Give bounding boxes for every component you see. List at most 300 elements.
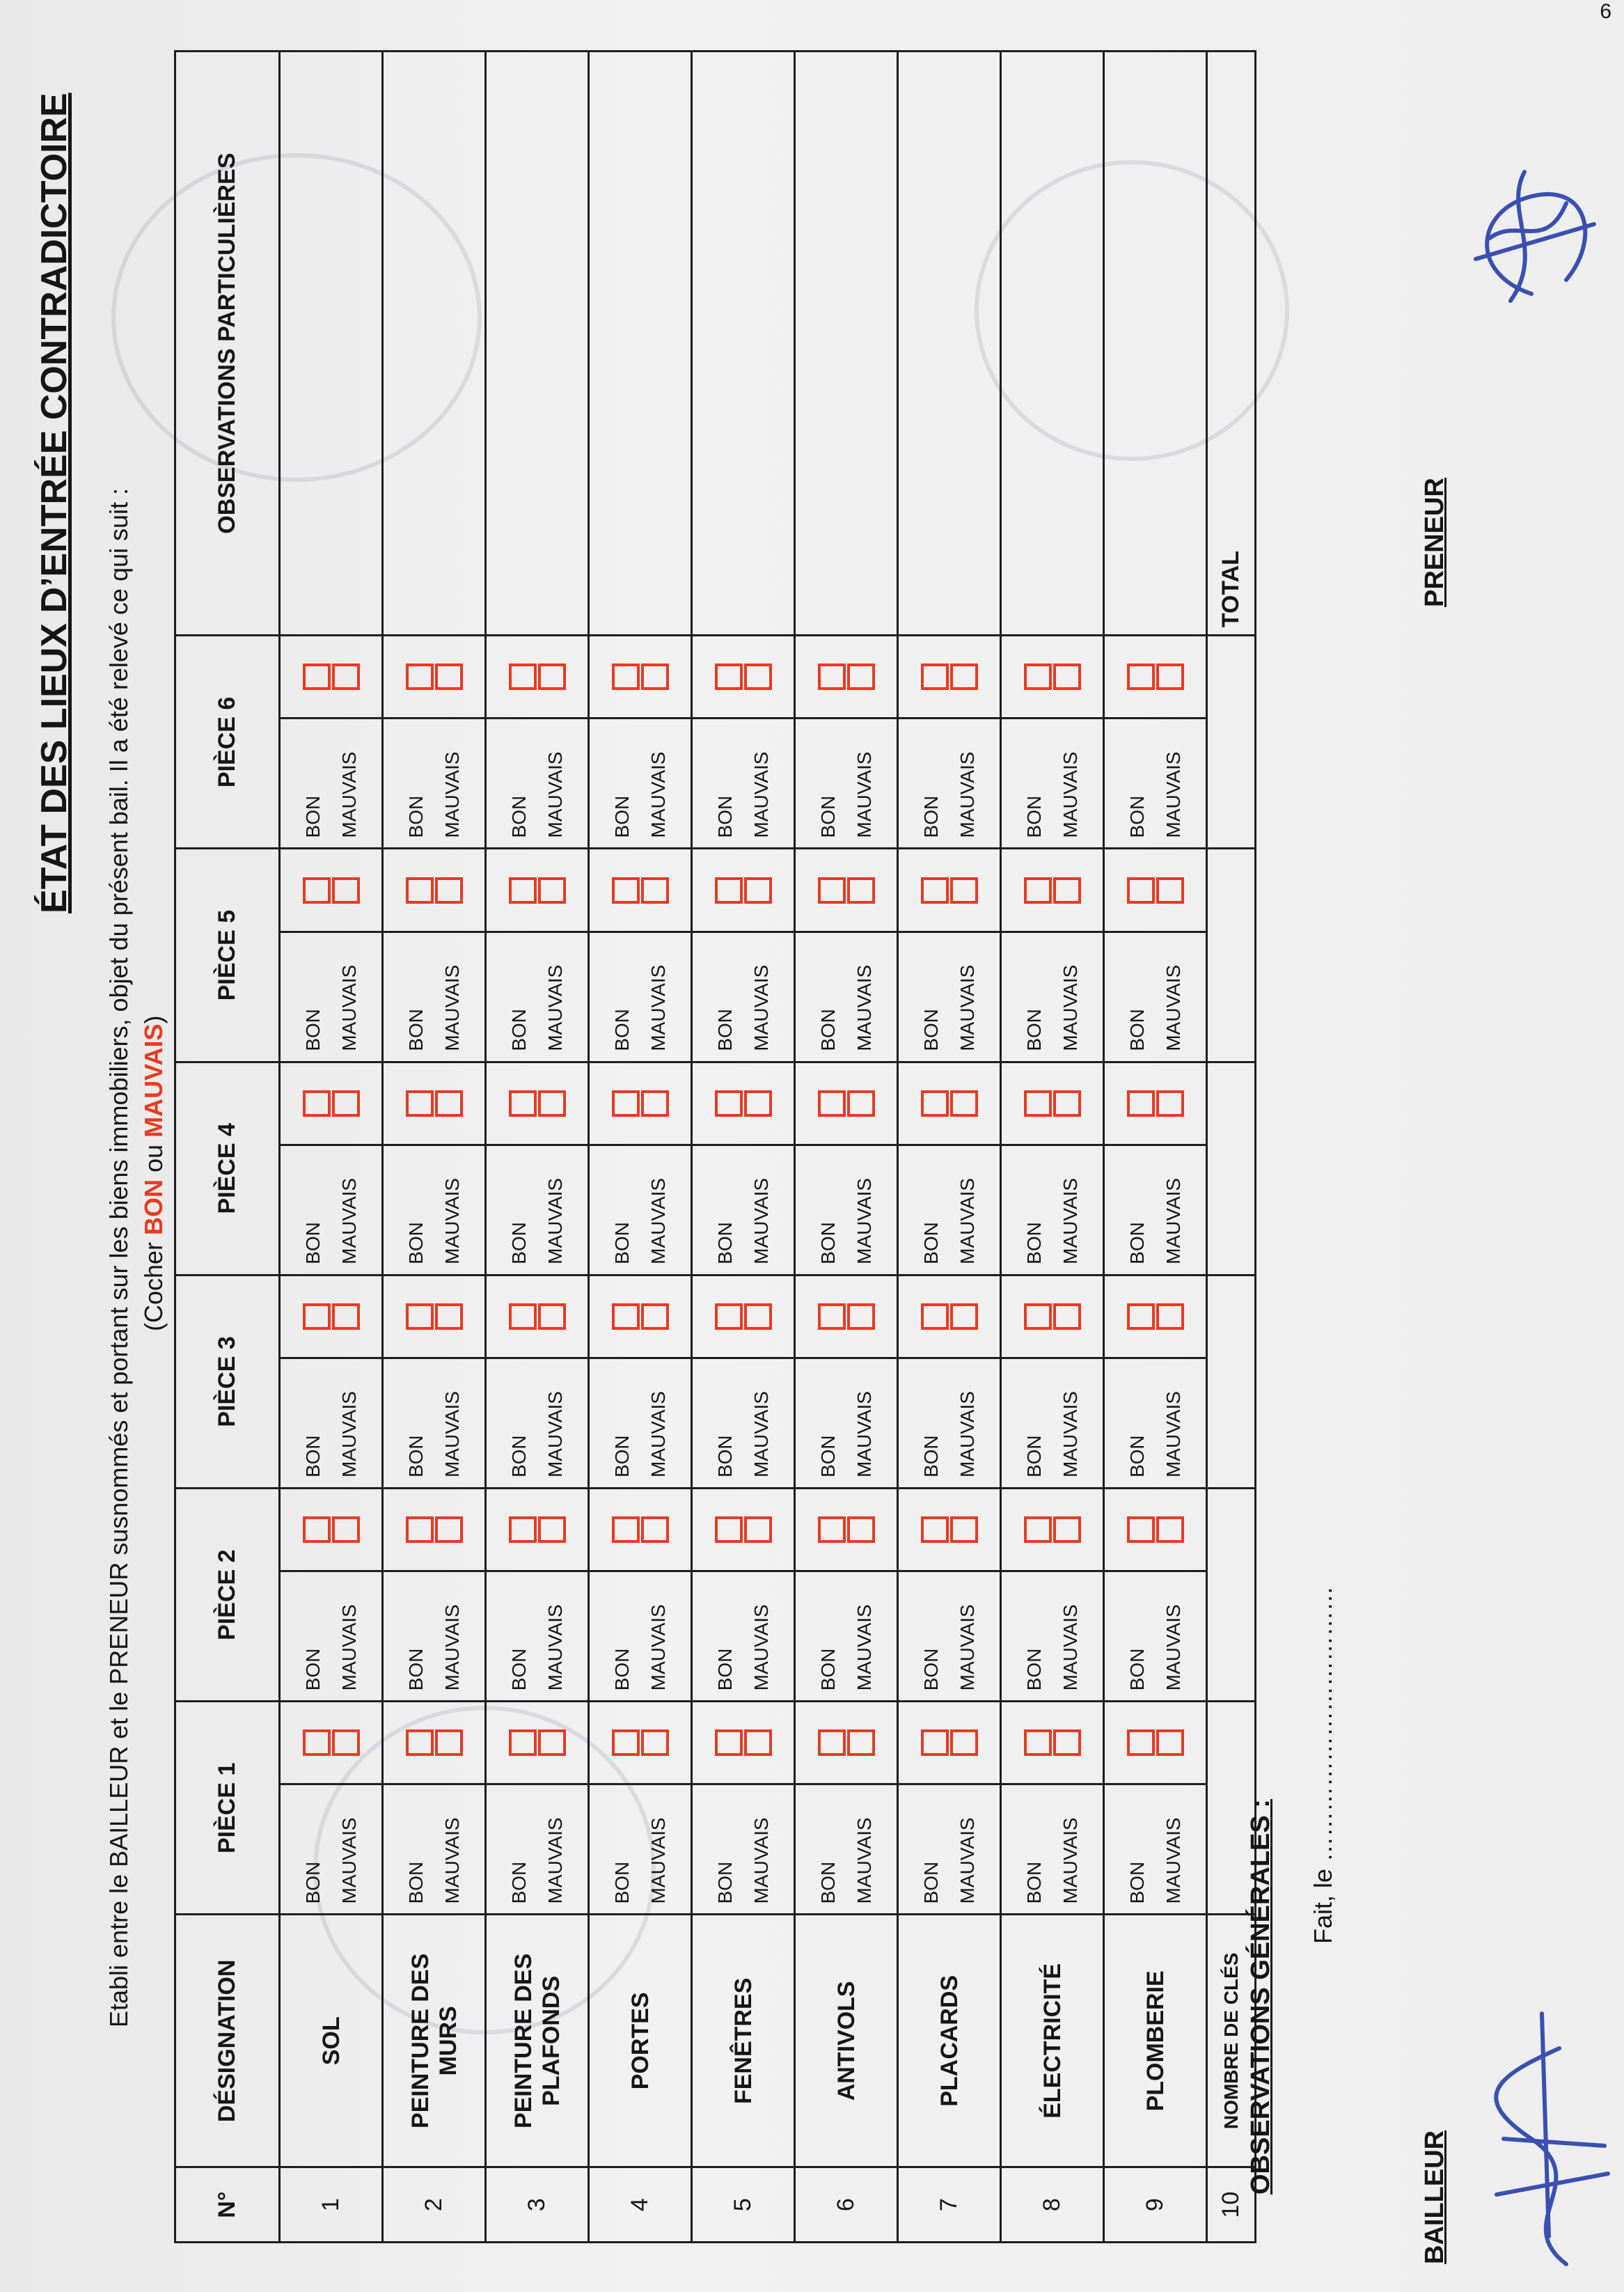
room-checkboxes [589, 636, 692, 719]
row-number: 1 [280, 2167, 383, 2243]
checkbox-bon[interactable] [1024, 1729, 1052, 1756]
checkbox-bon[interactable] [921, 1090, 949, 1117]
room-checkboxes [383, 849, 486, 932]
header-designation: DÉSIGNATION [175, 1915, 280, 2167]
checkbox-mauvais[interactable] [744, 1303, 772, 1330]
checkbox-mauvais[interactable] [744, 1729, 772, 1756]
keys-row-number: 10 [1207, 2167, 1256, 2243]
room-checkboxes [898, 1062, 1001, 1145]
checkbox-bon[interactable] [509, 1090, 537, 1117]
room-checkboxes [383, 1702, 486, 1784]
checkbox-bon[interactable] [509, 1729, 537, 1756]
checkbox-mauvais[interactable] [847, 1516, 875, 1543]
checkbox-mauvais[interactable] [744, 1090, 772, 1117]
checkbox-mauvais[interactable] [950, 1729, 978, 1756]
table-row [1001, 52, 1104, 2243]
checkbox-bon[interactable] [612, 1090, 640, 1117]
checkbox-bon[interactable] [612, 1303, 640, 1330]
room-checkboxes [692, 849, 795, 932]
row-observations-cell[interactable] [589, 52, 692, 636]
checkbox-mauvais[interactable] [435, 1303, 463, 1330]
row-number: 4 [589, 2167, 692, 2243]
room-checkboxes [795, 1489, 898, 1571]
checkbox-bon[interactable] [1127, 1516, 1155, 1543]
room-options [1001, 932, 1104, 1062]
option-bon-label: BON [817, 1861, 839, 1904]
room-checkboxes [1001, 1489, 1104, 1571]
checkbox-bon[interactable] [303, 1729, 331, 1756]
room-options [692, 1784, 795, 1915]
row-designation: ANTIVOLS [795, 1915, 898, 2167]
option-mauvais-label: MAUVAIS [441, 1391, 463, 1478]
option-bon-label: BON [920, 1008, 942, 1051]
room-checkboxes [486, 1062, 589, 1145]
row-number: 2 [383, 2167, 486, 2243]
room-checkboxes [692, 1062, 795, 1145]
checkbox-mauvais[interactable] [847, 1303, 875, 1330]
option-bon-label: BON [301, 1008, 324, 1051]
checkbox-mauvais[interactable] [641, 1303, 669, 1330]
option-bon-label: BON [1023, 1222, 1045, 1264]
checkbox-mauvais[interactable] [744, 664, 772, 690]
checkbox-bon[interactable] [303, 1303, 331, 1330]
checkbox-mauvais[interactable] [538, 664, 566, 690]
row-observations-cell[interactable] [795, 52, 898, 636]
checkbox-mauvais[interactable] [1053, 877, 1081, 904]
checkbox-bon[interactable] [1024, 1303, 1052, 1330]
table-row [898, 52, 1001, 2243]
option-mauvais-label: MAUVAIS [441, 1177, 463, 1264]
room-options [383, 1145, 486, 1275]
row-observations-cell[interactable] [692, 52, 795, 636]
option-bon-label: BON [301, 1222, 324, 1264]
header-piece-3: PIÈCE 3 [175, 1275, 280, 1488]
checkbox-mauvais[interactable] [538, 1516, 566, 1543]
checkbox-mauvais[interactable] [641, 1090, 669, 1117]
option-bon-label: BON [714, 1008, 736, 1051]
room-checkboxes [692, 1702, 795, 1784]
row-number: 9 [1104, 2167, 1207, 2243]
room-checkboxes [383, 1489, 486, 1571]
checkbox-mauvais[interactable] [1053, 1729, 1081, 1756]
room-options [589, 1571, 692, 1702]
checkbox-bon[interactable] [1127, 877, 1155, 904]
checkbox-bon[interactable] [1024, 1516, 1052, 1543]
checkbox-mauvais[interactable] [847, 1090, 875, 1117]
checkbox-bon[interactable] [303, 664, 331, 690]
room-options [795, 719, 898, 849]
option-bon-label: BON [1126, 1648, 1148, 1691]
option-bon-label: BON [714, 1435, 736, 1478]
row-observations-cell[interactable] [1001, 52, 1104, 636]
checkbox-bon[interactable] [509, 664, 537, 690]
room-checkboxes [383, 1275, 486, 1358]
option-mauvais-label: MAUVAIS [750, 964, 772, 1051]
option-bon-label: BON [610, 1648, 633, 1691]
option-bon-label: BON [507, 1008, 530, 1051]
option-mauvais-label: MAUVAIS [1059, 1817, 1081, 1904]
checkbox-mauvais[interactable] [641, 664, 669, 690]
room-options [1104, 719, 1207, 849]
option-bon-label: BON [1126, 1008, 1148, 1051]
room-options [589, 719, 692, 849]
option-mauvais-label: MAUVAIS [544, 1391, 566, 1478]
checkbox-bon[interactable] [303, 1090, 331, 1117]
checkbox-bon[interactable] [406, 877, 434, 904]
checkbox-mauvais[interactable] [847, 877, 875, 904]
checkbox-mauvais[interactable] [538, 877, 566, 904]
checkbox-bon[interactable] [715, 877, 743, 904]
option-bon-label: BON [1023, 795, 1045, 838]
checkbox-bon[interactable] [406, 1090, 434, 1117]
room-options [280, 1358, 383, 1488]
room-options [1104, 1571, 1207, 1702]
room-options [1104, 1358, 1207, 1488]
option-mauvais-label: MAUVAIS [1162, 1177, 1184, 1264]
row-designation: PLACARDS [898, 1915, 1001, 2167]
header-piece-1: PIÈCE 1 [175, 1702, 280, 1915]
checkbox-bon[interactable] [818, 1729, 846, 1756]
room-options [692, 719, 795, 849]
checkbox-mauvais[interactable] [641, 1729, 669, 1756]
checkbox-bon[interactable] [921, 1729, 949, 1756]
room-options [795, 1358, 898, 1488]
checkbox-bon[interactable] [1127, 1303, 1155, 1330]
checkbox-bon[interactable] [406, 1516, 434, 1543]
row-number: 6 [795, 2167, 898, 2243]
room-checkboxes [1001, 1062, 1104, 1145]
checkbox-bon[interactable] [921, 1303, 949, 1330]
row-designation: PEINTURE DES PLAFONDS [486, 1915, 589, 2167]
bailleur-signature [1483, 1986, 1615, 2278]
checkbox-mauvais[interactable] [435, 1729, 463, 1756]
room-options [1001, 1145, 1104, 1275]
option-mauvais-label: MAUVAIS [1162, 1817, 1184, 1904]
option-bon-label: BON [610, 1435, 633, 1478]
checkbox-mauvais[interactable] [950, 1090, 978, 1117]
room-options [692, 932, 795, 1062]
option-bon-label: BON [714, 1648, 736, 1691]
room-options [1001, 1784, 1104, 1915]
room-checkboxes [280, 636, 383, 719]
keys-row-label: NOMBRE DE CLÉS [1207, 1915, 1256, 2167]
form-title: ÉTAT DES LIEUX D’ENTRÉE CONTRADICTOIRE [34, 93, 74, 913]
row-number: 8 [1001, 2167, 1104, 2243]
keys-cell-piece-2[interactable] [1207, 1489, 1256, 1702]
checkbox-mauvais[interactable] [1156, 1090, 1184, 1117]
room-options [486, 1571, 589, 1702]
form-intro: Etabli entre le BAILLEUR et le PRENEUR susnommés et portant sur les biens immobiliers, objet du présent bail. Il a été relevé ce qui suit : [104, 487, 133, 2027]
option-bon-label: BON [920, 1222, 942, 1264]
checkbox-bon[interactable] [818, 1516, 846, 1543]
room-options [383, 1784, 486, 1915]
option-bon-label: BON [610, 1008, 633, 1051]
checkbox-mauvais[interactable] [744, 1516, 772, 1543]
room-checkboxes [1104, 1489, 1207, 1571]
option-mauvais-label: MAUVAIS [647, 1177, 669, 1264]
checkbox-bon[interactable] [818, 1090, 846, 1117]
checkbox-bon[interactable] [715, 1090, 743, 1117]
checkbox-bon[interactable] [1127, 1090, 1155, 1117]
option-bon-label: BON [301, 1648, 324, 1691]
checkbox-bon[interactable] [509, 1303, 537, 1330]
checkbox-mauvais[interactable] [332, 1516, 360, 1543]
option-mauvais-label: MAUVAIS [853, 1817, 875, 1904]
checkbox-mauvais[interactable] [950, 664, 978, 690]
checkbox-bon[interactable] [921, 664, 949, 690]
checkbox-bon[interactable] [818, 664, 846, 690]
option-bon-label: BON [507, 1861, 530, 1904]
option-mauvais-label: MAUVAIS [441, 1817, 463, 1904]
checkbox-mauvais[interactable] [1053, 1090, 1081, 1117]
checkbox-bon[interactable] [715, 664, 743, 690]
option-mauvais-label: MAUVAIS [338, 751, 360, 838]
keys-cell-piece-4[interactable] [1207, 1062, 1256, 1275]
header-number: N° [175, 2167, 280, 2243]
keys-cell-piece-5[interactable] [1207, 849, 1256, 1062]
option-mauvais-label: MAUVAIS [647, 1391, 669, 1478]
checkbox-mauvais[interactable] [1156, 877, 1184, 904]
checkbox-bon[interactable] [818, 1303, 846, 1330]
option-bon-label: BON [1023, 1008, 1045, 1051]
row-designation: PLOMBERIE [1104, 1915, 1207, 2167]
checkbox-mauvais[interactable] [332, 1090, 360, 1117]
checkbox-bon[interactable] [715, 1303, 743, 1330]
room-options [692, 1358, 795, 1488]
checkbox-bon[interactable] [1127, 1729, 1155, 1756]
option-bon-label: BON [817, 1435, 839, 1478]
option-mauvais-label: MAUVAIS [1162, 964, 1184, 1051]
room-checkboxes [1104, 849, 1207, 932]
room-checkboxes [589, 1062, 692, 1145]
checkbox-mauvais[interactable] [1053, 664, 1081, 690]
room-checkboxes [280, 1489, 383, 1571]
option-mauvais-label: MAUVAIS [1059, 751, 1081, 838]
checkbox-mauvais[interactable] [744, 877, 772, 904]
checkbox-mauvais[interactable] [1053, 1303, 1081, 1330]
option-mauvais-label: MAUVAIS [956, 1391, 978, 1478]
room-options [280, 932, 383, 1062]
option-bon-label: BON [714, 1222, 736, 1264]
room-options [898, 1571, 1001, 1702]
option-mauvais-label: MAUVAIS [441, 751, 463, 838]
checkbox-mauvais[interactable] [538, 1090, 566, 1117]
room-checkboxes [898, 1702, 1001, 1784]
table-header-row [175, 52, 280, 2243]
room-checkboxes [1104, 1275, 1207, 1358]
room-options [1001, 1571, 1104, 1702]
cocher-bon: BON [139, 1179, 168, 1235]
row-observations-cell[interactable] [486, 52, 589, 636]
checkbox-mauvais[interactable] [1156, 1303, 1184, 1330]
checkbox-bon[interactable] [406, 1729, 434, 1756]
room-options [1001, 719, 1104, 849]
option-mauvais-label: MAUVAIS [544, 1817, 566, 1904]
room-options [898, 719, 1001, 849]
option-mauvais-label: MAUVAIS [647, 1817, 669, 1904]
header-observations: OBSERVATIONS PARTICULIÈRES [175, 52, 280, 636]
row-observations-cell[interactable] [1104, 52, 1207, 636]
checkbox-mauvais[interactable] [1156, 664, 1184, 690]
table-row [280, 52, 383, 2243]
room-checkboxes [795, 849, 898, 932]
checkbox-mauvais[interactable] [332, 877, 360, 904]
option-mauvais-label: MAUVAIS [853, 1604, 875, 1691]
option-bon-label: BON [404, 1435, 427, 1478]
option-bon-label: BON [1126, 1435, 1148, 1478]
checkbox-mauvais[interactable] [332, 1303, 360, 1330]
room-options [692, 1145, 795, 1275]
inventory-table [174, 50, 1256, 2243]
option-bon-label: BON [817, 1648, 839, 1691]
room-checkboxes [692, 1275, 795, 1358]
room-checkboxes [589, 1275, 692, 1358]
option-mauvais-label: MAUVAIS [647, 1604, 669, 1691]
option-bon-label: BON [301, 1861, 324, 1904]
cocher-mauvais: MAUVAIS [139, 1023, 168, 1138]
option-mauvais-label: MAUVAIS [544, 751, 566, 838]
checkbox-bon[interactable] [1024, 664, 1052, 690]
checkbox-bon[interactable] [509, 1516, 537, 1543]
room-checkboxes [898, 1275, 1001, 1358]
checkbox-mauvais[interactable] [435, 877, 463, 904]
checkbox-mauvais[interactable] [332, 1729, 360, 1756]
table-row [692, 52, 795, 2243]
option-mauvais-label: MAUVAIS [956, 751, 978, 838]
option-mauvais-label: MAUVAIS [853, 1177, 875, 1264]
table-row [795, 52, 898, 2243]
room-checkboxes [486, 1275, 589, 1358]
room-checkboxes [1104, 1702, 1207, 1784]
checkbox-bon[interactable] [406, 1303, 434, 1330]
room-options [1104, 1784, 1207, 1915]
checkbox-bon[interactable] [1024, 877, 1052, 904]
checkbox-mauvais[interactable] [435, 1516, 463, 1543]
room-checkboxes [589, 1489, 692, 1571]
checkbox-mauvais[interactable] [1156, 1729, 1184, 1756]
checkbox-bon[interactable] [921, 877, 949, 904]
checkbox-mauvais[interactable] [538, 1729, 566, 1756]
row-observations-cell[interactable] [898, 52, 1001, 636]
checkbox-bon[interactable] [1127, 664, 1155, 690]
option-mauvais-label: MAUVAIS [853, 751, 875, 838]
row-designation: PEINTURE DES MURS [383, 1915, 486, 2167]
header-piece-5: PIÈCE 5 [175, 849, 280, 1062]
row-observations-cell[interactable] [383, 52, 486, 636]
checkbox-mauvais[interactable] [1156, 1516, 1184, 1543]
row-observations-cell[interactable] [280, 52, 383, 636]
checkbox-mauvais[interactable] [1053, 1516, 1081, 1543]
fait-le-line[interactable]: Fait, le …………………………… [1309, 1585, 1337, 1944]
checkbox-bon[interactable] [715, 1729, 743, 1756]
keys-total: TOTAL [1207, 52, 1256, 636]
option-bon-label: BON [1023, 1435, 1045, 1478]
option-mauvais-label: MAUVAIS [1162, 1391, 1184, 1478]
room-options [898, 1358, 1001, 1488]
room-checkboxes [383, 636, 486, 719]
room-checkboxes [280, 1702, 383, 1784]
option-mauvais-label: MAUVAIS [338, 1391, 360, 1478]
checkbox-bon[interactable] [612, 1516, 640, 1543]
option-mauvais-label: MAUVAIS [1162, 751, 1184, 838]
room-options [280, 1145, 383, 1275]
room-options [383, 719, 486, 849]
keys-cell-piece-3[interactable] [1207, 1275, 1256, 1488]
checkbox-bon[interactable] [612, 1729, 640, 1756]
checkbox-mauvais[interactable] [641, 1516, 669, 1543]
checkbox-mauvais[interactable] [538, 1303, 566, 1330]
checkbox-mauvais[interactable] [332, 664, 360, 690]
option-mauvais-label: MAUVAIS [441, 964, 463, 1051]
option-mauvais-label: MAUVAIS [853, 1391, 875, 1478]
room-options [589, 1784, 692, 1915]
option-bon-label: BON [404, 1222, 427, 1264]
room-checkboxes [898, 849, 1001, 932]
option-mauvais-label: MAUVAIS [441, 1604, 463, 1691]
checkbox-bon[interactable] [715, 1516, 743, 1543]
option-mauvais-label: MAUVAIS [1059, 1177, 1081, 1264]
checkbox-bon[interactable] [303, 1516, 331, 1543]
option-bon-label: BON [714, 1861, 736, 1904]
room-options [589, 1358, 692, 1488]
room-options [692, 1571, 795, 1702]
checkbox-bon[interactable] [818, 877, 846, 904]
checkbox-bon[interactable] [612, 877, 640, 904]
keys-cell-piece-6[interactable] [1207, 636, 1256, 849]
checkbox-bon[interactable] [921, 1516, 949, 1543]
checkbox-mauvais[interactable] [435, 664, 463, 690]
checkbox-bon[interactable] [612, 664, 640, 690]
checkbox-mauvais[interactable] [950, 1303, 978, 1330]
room-options [1104, 932, 1207, 1062]
preneur-label: PRENEUR [1420, 478, 1449, 607]
checkbox-mauvais[interactable] [847, 1729, 875, 1756]
option-bon-label: BON [920, 1861, 942, 1904]
option-mauvais-label: MAUVAIS [338, 964, 360, 1051]
table-row [589, 52, 692, 2243]
room-options [1104, 1145, 1207, 1275]
cocher-prefix: (Cocher [139, 1241, 168, 1331]
room-checkboxes [280, 849, 383, 932]
option-mauvais-label: MAUVAIS [647, 964, 669, 1051]
room-options [795, 932, 898, 1062]
checkbox-mauvais[interactable] [435, 1090, 463, 1117]
checkbox-mauvais[interactable] [641, 877, 669, 904]
checkbox-mauvais[interactable] [950, 1516, 978, 1543]
checkbox-bon[interactable] [509, 877, 537, 904]
general-observations-label: OBSERVATIONS GÉNÉRALES : [1246, 1799, 1275, 2195]
room-checkboxes [1001, 849, 1104, 932]
room-options [486, 1358, 589, 1488]
checkbox-mauvais[interactable] [847, 664, 875, 690]
cocher-ou: ou [139, 1144, 168, 1172]
option-mauvais-label: MAUVAIS [544, 1604, 566, 1691]
option-mauvais-label: MAUVAIS [1059, 1391, 1081, 1478]
room-checkboxes [1104, 1062, 1207, 1145]
room-options [795, 1145, 898, 1275]
checkbox-mauvais[interactable] [950, 877, 978, 904]
checkbox-bon[interactable] [406, 664, 434, 690]
option-mauvais-label: MAUVAIS [1059, 1604, 1081, 1691]
room-options [898, 932, 1001, 1062]
option-bon-label: BON [404, 1008, 427, 1051]
checkbox-bon[interactable] [303, 877, 331, 904]
header-piece-6: PIÈCE 6 [175, 636, 280, 849]
header-piece-2: PIÈCE 2 [175, 1489, 280, 1702]
option-bon-label: BON [920, 795, 942, 838]
checkbox-bon[interactable] [1024, 1090, 1052, 1117]
preneur-signature [1448, 155, 1615, 322]
